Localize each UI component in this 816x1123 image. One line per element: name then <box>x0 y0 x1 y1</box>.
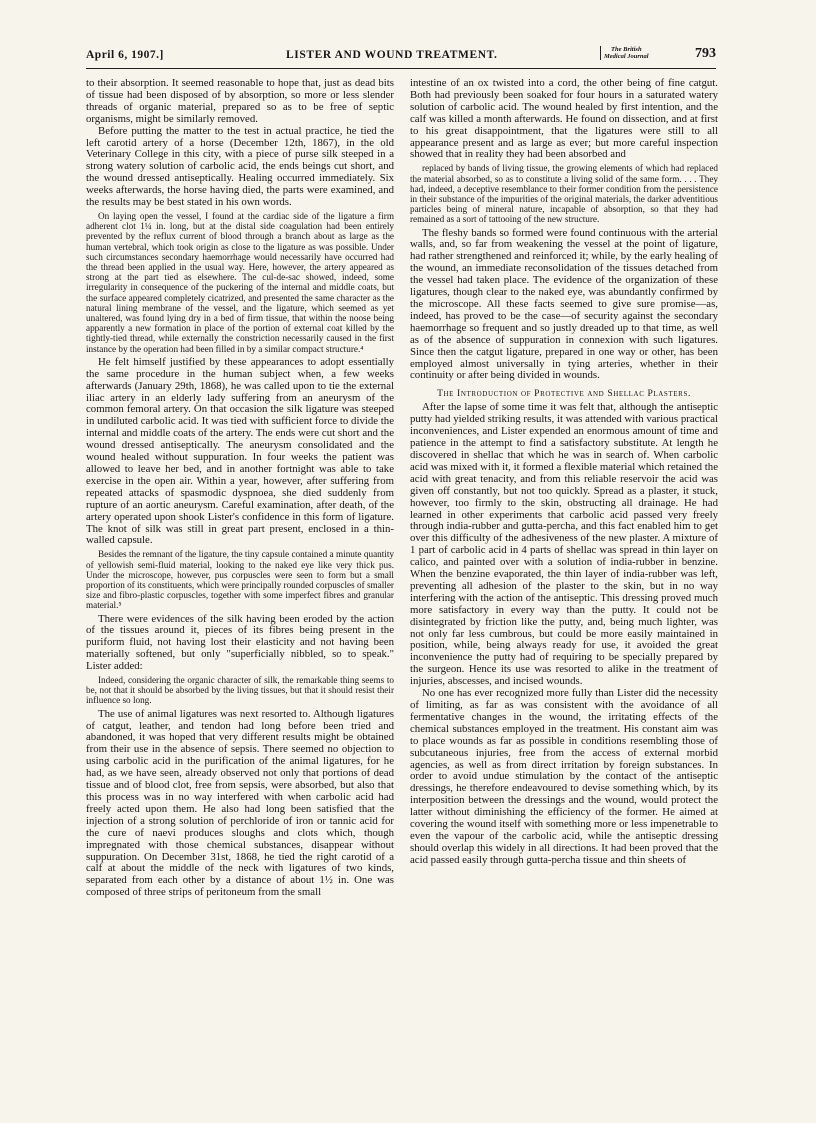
paragraph: The use of animal ligatures was next resorted to. Although ligatures of catgut, leather, and tendon had long before been tried and abandoned, it was hoped that very different results might be obtained from their use in the absence of sepsis. There seemed no objection to using carbolic acid in the purification of the animal ligatures, for he had, as we have seen, already observed not only that portions of dead tissue and of blood clot, free from sepsis, were absorbed, but also that this process was in no way interfered with when carbolic acid had freely acted upon them. He also had long been satisfied that the injection of a strong solution of perchloride of iron or tannic acid for the cure of naevi produces sloughs and clots which, though impregnated with those chemical substances, disappear without suppuration. On December 31st, 1868, he tied the right carotid of a calf at about the middle of the neck with ligatures of two kinds, separated from each other by a distance of about 1½ in. One was composed of three strips of peritoneum from the small <box>86 707 394 899</box>
paragraph: There were evidences of the silk having been eroded by the action of the tissues around it, pieces of its fibres being present in the puriform fluid, not having lost their elasticity and not having been materially softened, but only "superficially nibbled, so to speak." Lister added: <box>86 612 394 673</box>
paragraph: to their absorption. It seemed reasonable to hope that, just as dead bits of tissue had been disposed of by absorption, so more or less slender threads of organic material, prepared so as to be free of septic organisms, might be similarly removed. <box>86 77 394 125</box>
page-number: 793 <box>695 46 716 61</box>
block-quote: Besides the remnant of the ligature, the tiny capsule contained a minute quantity of yellowish semi-fluid material, looking to the naked eye like very thick pus. Under the microscope, however, pus corpuscles were seen to form but a small proportion of its constituents, which were principally rounded corpuscles of smaller size and fibro-plastic corpuscles, together with some imperfect fibres and granular material.⁵ <box>86 549 394 611</box>
paragraph: He felt himself justified by these appearances to adopt essentially the same procedure in the human subject when, a few weeks afterwards (January 29th, 1868), he was called upon to tie the external iliac artery in an elderly lady suffering from an aneurysm of the common femoral artery. On that occasion the silk ligature was steeped in undiluted carbolic acid. It was tied with sufficient force to divide the internal and middle coats of the artery. The ends were cut short and the wound dressed antiseptically. The aneurysm consolidated and the wound healed without suppuration. In four weeks the patient was allowed to leave her bed, and in another fortnight was able to take exercise in the open air. Within a year, however, after suffering from repeated attacks of spasmodic dyspnoea, she died suddenly from rupture of an aortic aneurysm. Careful examination, after death, of the artery operated upon shook Lister's confidence in this form of ligature. The knot of silk was still in great part present, enclosed in a thin-walled capsule. <box>86 355 394 547</box>
right-column <box>410 78 718 867</box>
block-quote: Indeed, considering the organic character of silk, the remarkable thing seems to be, not that it should be absorbed by the living tissues, but that it should resist their influence so long. <box>86 675 394 706</box>
paragraph: intestine of an ox twisted into a cord, the other being of fine catgut. Both had previously been soaked for four hours in a saturated watery solution of carbolic acid. The wound healed by first intention, and the calf was killed a month afterwards. He found on dissection, and at first to his great disappointment, that the ligatures were still to all appearance present and as large as ever; but more careful inspection showed that in reality they had been absorbed and <box>410 77 718 161</box>
block-quote: replaced by bands of living tissue, the growing elements of which had replaced the material absorbed, so as to constitute a living solid of the same form. . . . They had, indeed, a deceptive resemblance to their former condition from the persistence in their substance of the impurities of the original materials, the darker adventitious particles being of mineral nature, incapable of absorption, so that they had remained as a sort of tattooing of the new structure. <box>410 163 718 225</box>
paragraph: No one has ever recognized more fully than Lister did the necessity of limiting, as far as was consistent with the avoidance of all fermentative changes in the wound, the irritating effects of the chemical substances employed in the treatment. His constant aim was to place wounds as far as possible in conditions resembling those of subcutaneous injuries, free from the access of external morbid agencies, as well as from direct irritation by foreign substances. In order to avoid undue stimulation by the contact of the antiseptic dressings, he therefore endeavoured to devise something which, by its interposition between the dressings and the wound, would protect the latter without diminishing the efficiency of the former. He aimed at covering the wound itself with something more or less impenetrable to even the vapour of the carbolic acid, while the antiseptic dressing should overlap this widely in all directions. It had been proved that the acid passed easily through gutta-percha tissue and thin sheets of <box>410 687 718 866</box>
running-title: LISTER AND WOUND TREATMENT. <box>286 49 498 61</box>
journal-line-2: Medical Journal <box>604 53 649 60</box>
block-quote: On laying open the vessel, I found at the cardiac side of the ligature a firm adherent clot 1¼ in. long, but at the distal side coagulation had been entirely prevented by the reflux current of blood through a branch about as large as the human vertebral, which took origin as close to the ligature as was possible. Under such circumstances secondary haemorrhage would necessarily have occurred had the thread been applied in the usual way. Here, however, the artery appeared as strong at the part tied as elsewhere. The cul-de-sac showed, indeed, some irregularity in consequence of the puckering of the internal and middle coats, but the surface appeared completely cicatrized, and presented the same character as the natural lining membrane of the vessel, and the ligature, which seemed as yet unaltered, was found lying dry in a bed of firm tissue, that within the noose being apparently a new formation in place of the portion of external coat killed by the tightly-tied thread, while externally the constriction necessarily caused in the first instance by the operation had been filled in by a similar compact structure.⁴ <box>86 210 394 354</box>
section-heading: The Introduction of Protective and Shellac Plasters. <box>437 388 691 400</box>
paragraph: The fleshy bands so formed were found continuous with the arterial walls, and, so far from weakening the vessel at the point of ligature, had rather strengthened and reinforced it; while, by the early healing of the wound, an immediate reconsolidation of the tissues detached from the vessel had taken place. The evidence of the organization of these ligatures, though clear to the naked eye, was abundantly confirmed by the microscope. All these facts seemed to give sure promise—as, indeed, has proved to be the case—of security against the secondary haemorrhage so frequent and so justly dreaded up to that time, as well as of the absence of suppuration in connexion with such ligatures. Since then the catgut ligature, prepared in one way or other, has been employed almost universally in tying arteries, whether in their continuity or after being divided in wounds. <box>410 226 718 382</box>
left-column <box>86 78 394 899</box>
journal-masthead <box>600 46 649 60</box>
paragraph: Before putting the matter to the test in actual practice, he tied the left carotid artery of a horse (December 12th, 1867), in the old Veterinary College in this city, with a piece of purse silk steeped in a strong watery solution of carbolic acid, the ends beings cut short, and the wound dressed antiseptically. Healing occurred immediately. Six weeks afterwards, the horse having died, the parts were examined, and the results may be best stated in his own words. <box>86 124 394 209</box>
running-header <box>86 46 716 69</box>
issue-date: April 6, 1907.] <box>86 49 164 61</box>
journal-line-1: The British <box>611 46 642 53</box>
paragraph: After the lapse of some time it was felt that, although the antiseptic putty had yielded striking results, it was attended with various practical inconveniences, and Lister expended an enormous amount of time and patience in the attempt to find a satisfactory substitute. At length he discovered in shellac that which he was in search of. When carbolic acid was mixed with it, it formed a flexible material which retained the acid with great tenacity, and from this reliable reservoir the acid was given off constantly, but not too quickly. Spread as a plaster, it stuck, however, too firmly to the skin, obstructing all drainage. He had learned in other experiments that carbolic acid passed very freely through india-rubber and gutta-percha, and this fact enabled him to get over this difficulty of the adhesiveness of the new plaster. A mixture of 1 part of carbolic acid in 4 parts of shellac was spread in thin layer on calico, and painted over with a solution of india-rubber in benzine. When the benzine evaporated, the thin layer of india-rubber was left, preventing all adhesion of the plaster to the skin, but in no way interfering with the action of the antiseptic. This dressing proved much more satisfactory in every way than the putty. It could not be disintegrated by friction like the putty, and, being much lighter, was not only far less cumbrous, but could be more easily maintained in position, while, being always ready for use, it avoided the great inconvenience the putty had of requiring to be specially prepared by the surgeon. Hence its use was resorted to alike in the treatment of injuries, abscesses, and incised wounds. <box>410 401 718 688</box>
